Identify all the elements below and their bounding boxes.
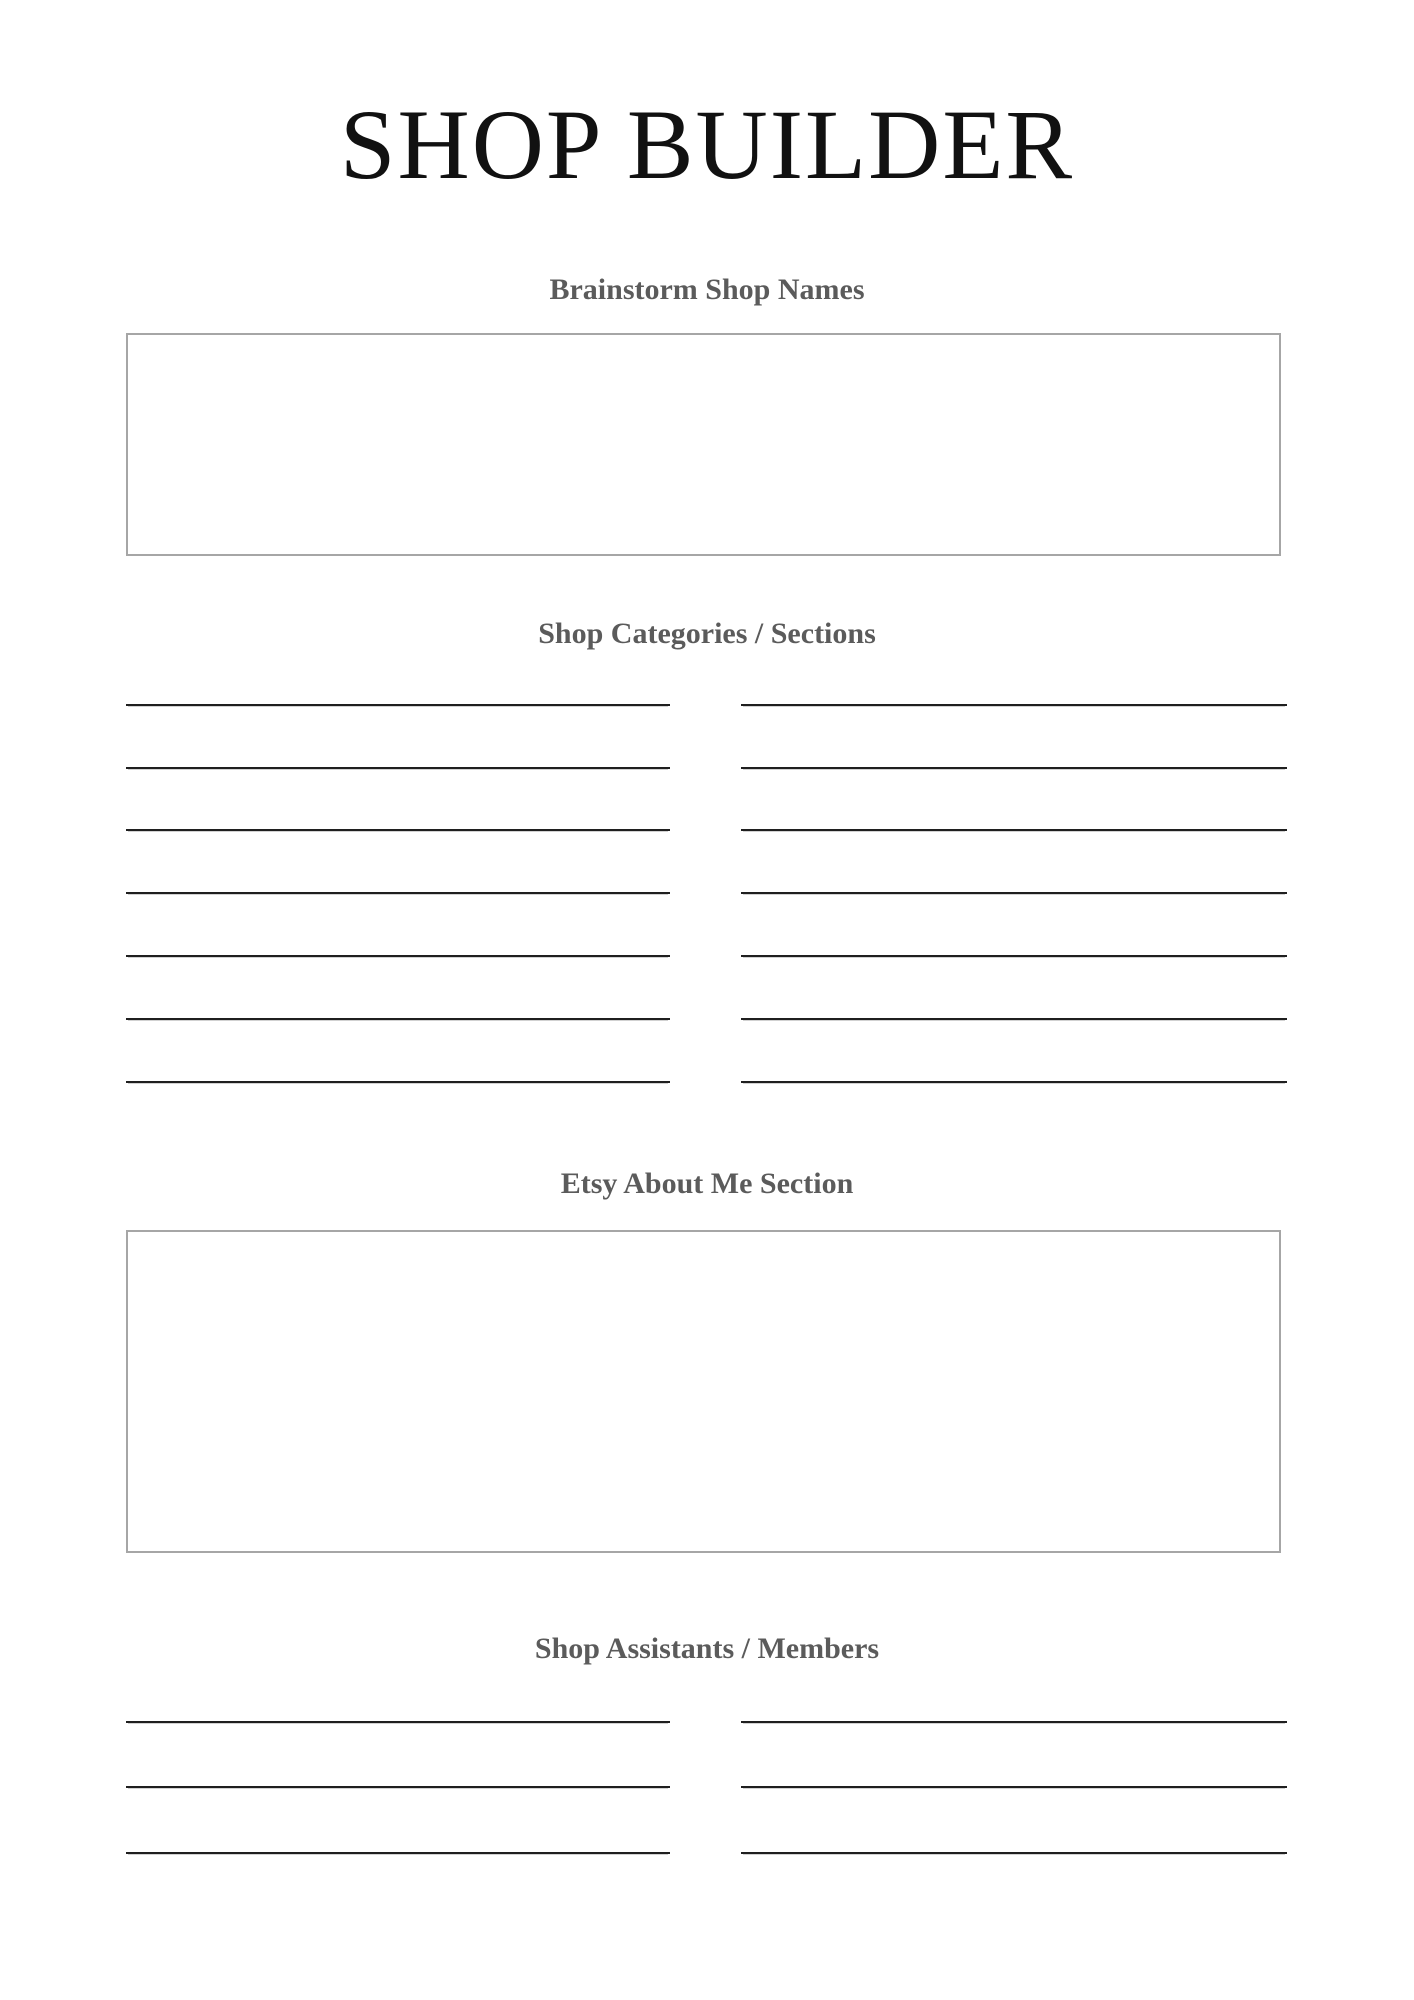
- writing-line[interactable]: [126, 957, 670, 1020]
- writing-line[interactable]: [741, 643, 1287, 706]
- writing-line[interactable]: [126, 643, 670, 706]
- writing-line[interactable]: [741, 1723, 1287, 1788]
- writing-line[interactable]: [126, 769, 670, 832]
- heading-brainstorm-shop-names: Brainstorm Shop Names: [549, 273, 865, 306]
- writing-line[interactable]: [741, 769, 1287, 832]
- brainstorm-shop-names-input-box[interactable]: [126, 333, 1281, 556]
- writing-line[interactable]: [741, 894, 1287, 957]
- categories-lines-column-left: [126, 643, 670, 1083]
- writing-line[interactable]: [741, 831, 1287, 894]
- writing-line[interactable]: [126, 894, 670, 957]
- etsy-about-me-input-box[interactable]: [126, 1230, 1281, 1553]
- assistants-lines-column-left: [126, 1658, 670, 1854]
- categories-lines-column-right: [741, 643, 1287, 1083]
- heading-shop-assistants-members: Shop Assistants / Members: [534, 1632, 880, 1665]
- writing-line[interactable]: [741, 1020, 1287, 1083]
- writing-line[interactable]: [741, 706, 1287, 769]
- writing-line[interactable]: [741, 957, 1287, 1020]
- page-title: SHOP BUILDER: [339, 89, 1075, 200]
- assistants-lines-column-right: [741, 1658, 1287, 1854]
- writing-line[interactable]: [126, 1723, 670, 1788]
- writing-line[interactable]: [126, 706, 670, 769]
- writing-line[interactable]: [126, 1658, 670, 1723]
- writing-line[interactable]: [126, 1788, 670, 1853]
- writing-line[interactable]: [741, 1788, 1287, 1853]
- heading-etsy-about-me-section: Etsy About Me Section: [560, 1167, 854, 1200]
- writing-line[interactable]: [126, 1020, 670, 1083]
- heading-shop-categories-sections: Shop Categories / Sections: [538, 617, 876, 650]
- writing-line[interactable]: [741, 1658, 1287, 1723]
- writing-line[interactable]: [126, 831, 670, 894]
